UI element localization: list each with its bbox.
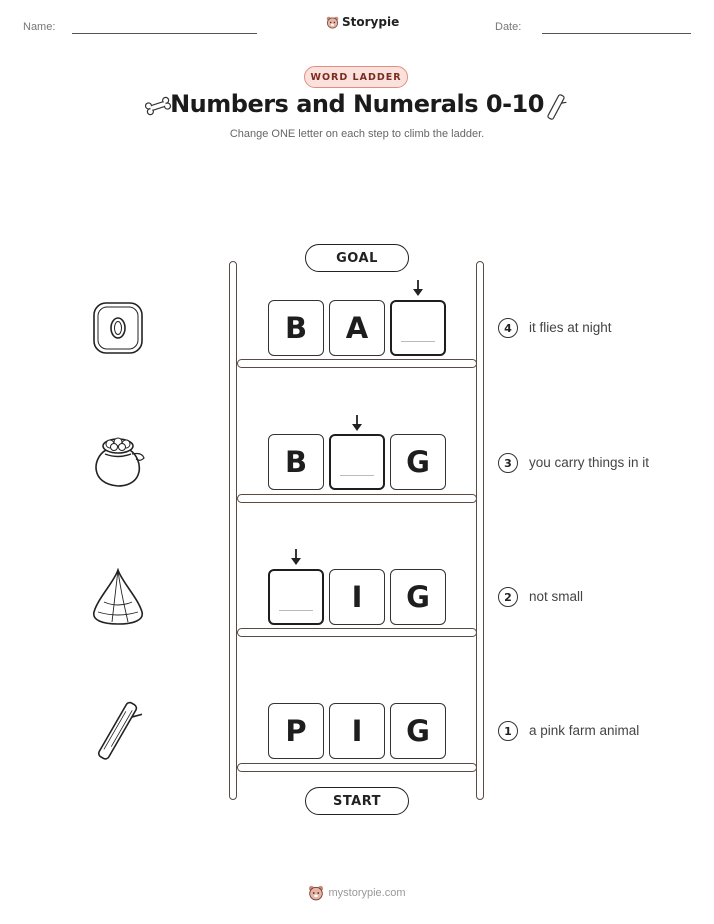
arrow-down-icon [350,414,364,432]
step-clue: a pink farm animal [529,723,640,738]
ladder-rung [237,763,477,772]
ladder-rung [237,359,477,368]
letter-tile: I [329,703,385,759]
storypie-logo [326,15,399,29]
blank-letter-tile[interactable] [390,300,446,356]
letter-tile: I [329,569,385,625]
stick-icon [545,92,567,122]
start-label: START [305,787,409,815]
ladder-left-rail [229,261,237,800]
coin-bag-icon [88,432,148,490]
footer-url[interactable]: mystorypie.com [328,887,406,899]
blank-letter-tile[interactable] [268,569,324,625]
letter-tile: B [268,300,324,356]
step-number-badge: 3 [498,453,518,473]
stick-icon [94,696,142,766]
name-line[interactable] [72,33,257,34]
goal-label: GOAL [305,244,409,272]
step-clue: it flies at night [529,320,612,335]
bear-logo-icon [326,16,339,29]
date-line[interactable] [542,33,691,34]
arrow-down-icon [289,548,303,566]
zero-numeral-icon [92,301,144,355]
letter-tile: A [329,300,385,356]
page-title: Numbers and Numerals 0-10 [170,90,544,118]
letter-tile: B [268,434,324,490]
step-number-badge: 2 [498,587,518,607]
date-label: Date: [495,21,522,33]
name-label: Name: [23,21,56,33]
instructions: Change ONE letter on each step to climb the ladder. [229,128,485,140]
footer [0,885,714,901]
step-number-badge: 4 [498,318,518,338]
letter-tile: G [390,434,446,490]
arrow-down-icon [411,279,425,297]
letter-tile: G [390,703,446,759]
word-ladder-badge: WORD LADDER [304,66,408,88]
step-clue: not small [529,589,584,604]
bear-logo-icon [308,885,324,901]
letter-tile: P [268,703,324,759]
brand-name: Storypie [342,15,400,29]
step-number-badge: 1 [498,721,518,741]
blank-letter-tile[interactable] [329,434,385,490]
step-clue: you carry things in it [529,455,650,470]
ladder-rung [237,628,477,637]
ladder-rung [237,494,477,503]
ladder-right-rail [476,261,484,800]
shell-cone-icon [90,568,146,626]
letter-tile: G [390,569,446,625]
